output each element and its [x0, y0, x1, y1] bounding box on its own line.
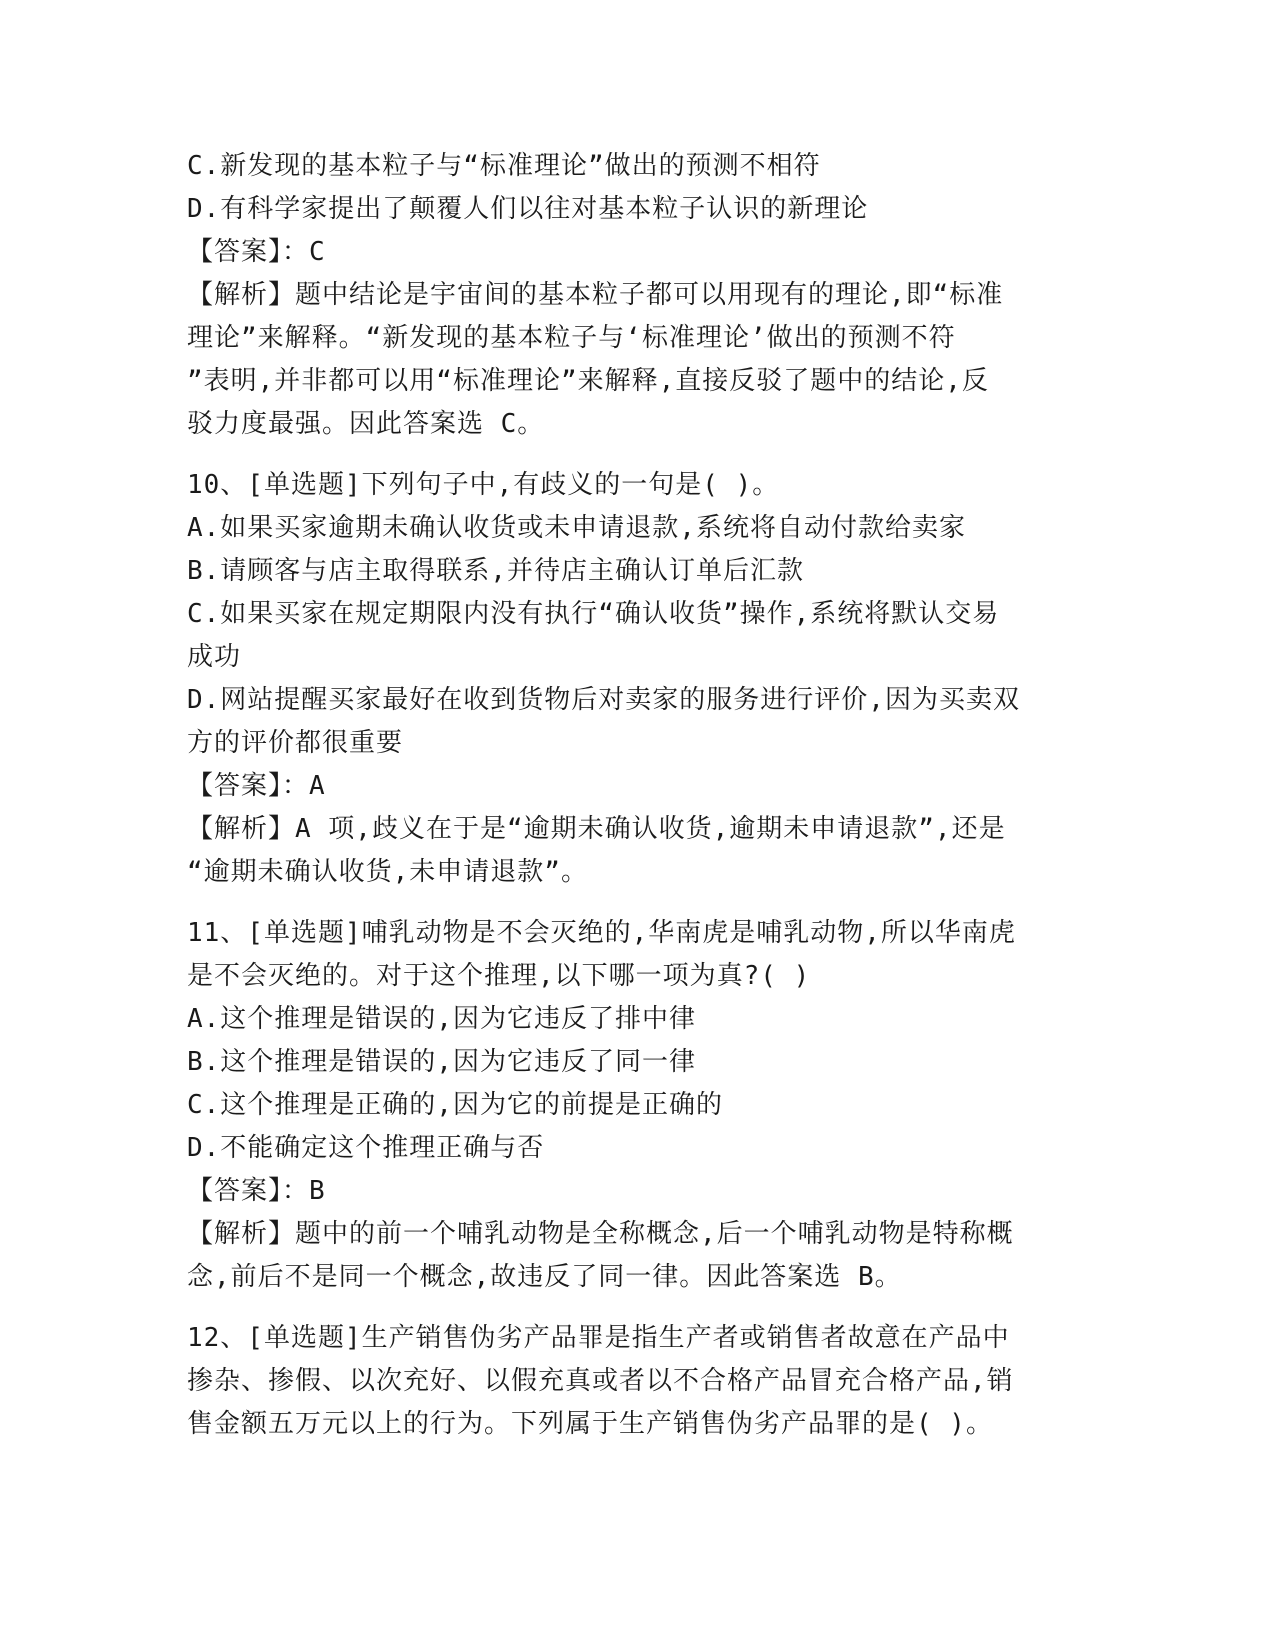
- option-b: B.这个推理是错误的,因为它违反了同一律: [187, 1047, 696, 1077]
- answer-line: 【答案】：B: [187, 1176, 326, 1206]
- option-b: B.请顾客与店主取得联系,并待店主确认订单后汇款: [187, 556, 804, 586]
- explanation-line: 【解析】题中的前一个哺乳动物是全称概念,后一个哺乳动物是特称概: [187, 1219, 1014, 1249]
- option-d: D.有科学家提出了颠覆人们以往对基本粒子认识的新理论: [187, 194, 869, 224]
- option-d: D.网站提醒买家最好在收到货物后对卖家的服务进行评价,因为买卖双: [187, 685, 1020, 715]
- answer-line: 【答案】：C: [187, 237, 326, 267]
- answer-line: 【答案】：A: [187, 771, 326, 801]
- explanation-line: 【解析】题中结论是宇宙间的基本粒子都可以用现有的理论,即“标准: [187, 280, 1004, 310]
- option-c-continued: 成功: [187, 642, 242, 672]
- question-stem: 12、[单选题]生产销售伪劣产品罪是指生产者或销售者故意在产品中: [187, 1323, 1010, 1353]
- question-stem: 11、[单选题]哺乳动物是不会灭绝的,华南虎是哺乳动物,所以华南虎: [187, 918, 1016, 948]
- question-10: [187, 464, 1077, 894]
- option-a: A.这个推理是错误的,因为它违反了排中律: [187, 1004, 696, 1034]
- option-c: C.如果买家在规定期限内没有执行“确认收货”操作,系统将默认交易: [187, 599, 1000, 629]
- explanation-line: 理论”来解释。“新发现的基本粒子与‘标准理论’做出的预测不符: [187, 323, 956, 353]
- option-d: D.不能确定这个推理正确与否: [187, 1133, 545, 1163]
- explanation-line: ”表明,并非都可以用“标准理论”来解释,直接反驳了题中的结论,反: [187, 366, 989, 396]
- question-12: [187, 1317, 1077, 1446]
- explanation-line: 驳力度最强。因此答案选 C。: [187, 409, 545, 439]
- option-a: A.如果买家逾期未确认收货或未申请退款,系统将自动付款给卖家: [187, 513, 966, 543]
- option-d-continued: 方的评价都很重要: [187, 728, 404, 758]
- document-content: [187, 145, 1077, 1446]
- question-11: [187, 912, 1077, 1299]
- question-9-tail: [187, 145, 1077, 446]
- question-stem-continued: 售金额五万元以上的行为。下列属于生产销售伪劣产品罪的是( )。: [187, 1409, 993, 1439]
- question-stem-continued: 掺杂、掺假、以次充好、以假充真或者以不合格产品冒充合格产品,销: [187, 1366, 1014, 1396]
- option-c: C.新发现的基本粒子与“标准理论”做出的预测不相符: [187, 151, 821, 181]
- explanation-line: “逾期未确认收货,未申请退款”。: [187, 857, 588, 887]
- question-stem: 10、[单选题]下列句子中,有歧义的一句是( )。: [187, 470, 780, 500]
- explanation-line: 【解析】A 项,歧义在于是“逾期未确认收货,逾期未申请退款”,还是: [187, 814, 1006, 844]
- question-stem-continued: 是不会灭绝的。对于这个推理,以下哪一项为真?( ): [187, 961, 811, 991]
- option-c: C.这个推理是正确的,因为它的前提是正确的: [187, 1090, 723, 1120]
- explanation-line: 念,前后不是同一个概念,故违反了同一律。因此答案选 B。: [187, 1262, 902, 1292]
